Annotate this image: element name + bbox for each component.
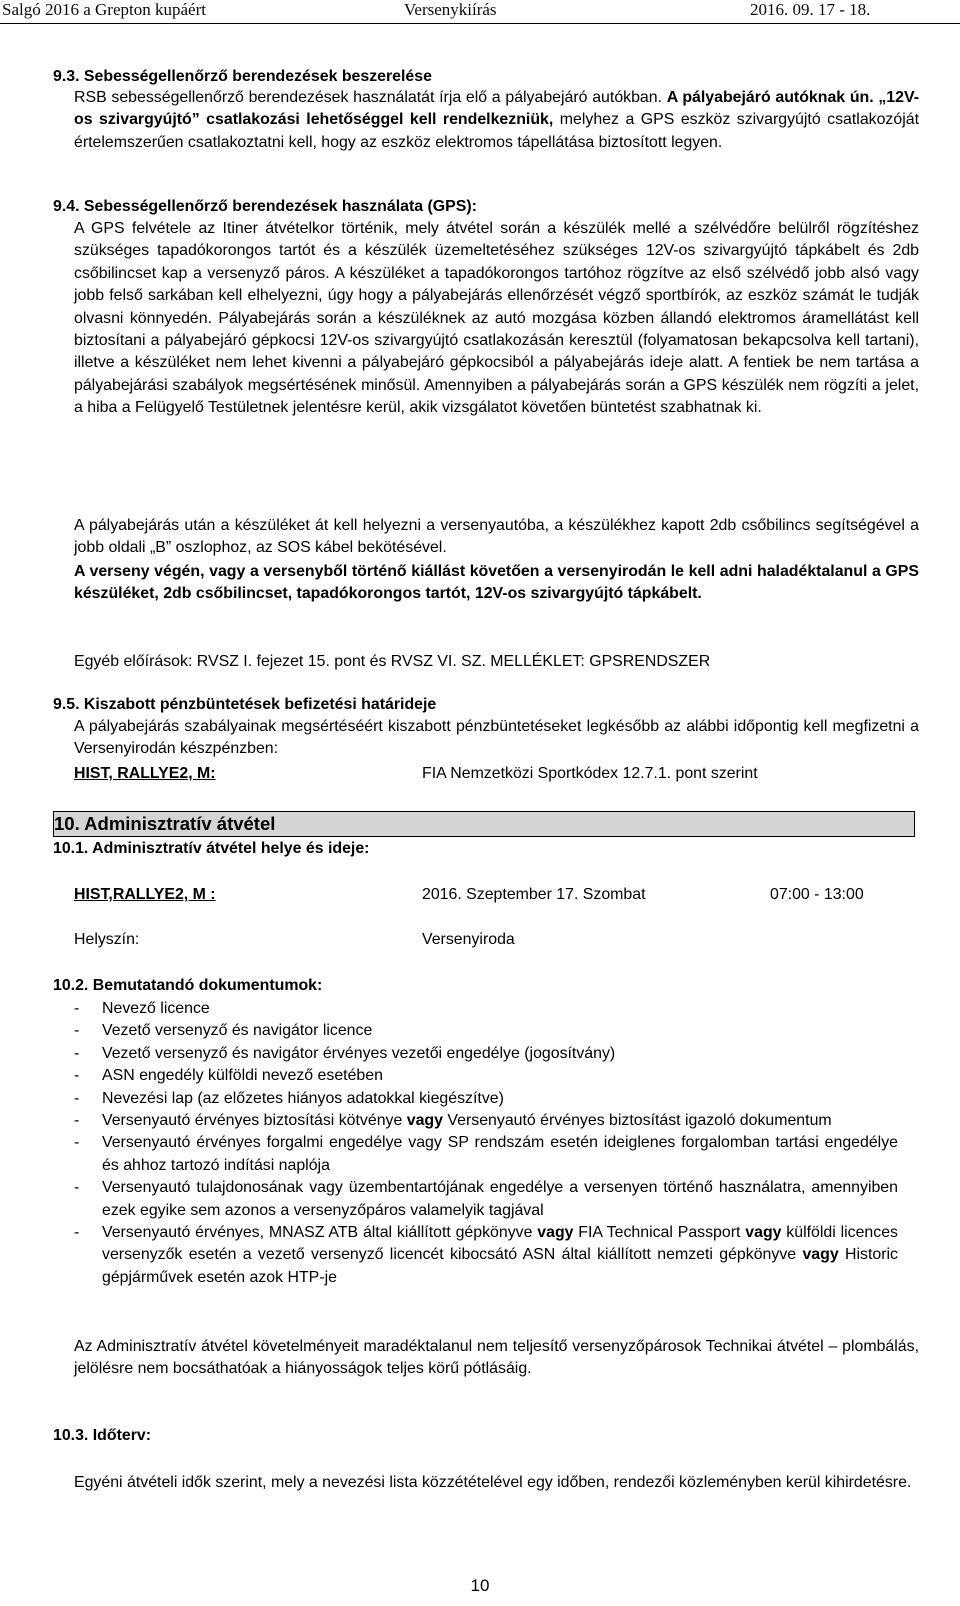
list-item: - Versenyautó érvényes, MNASZ ATB által kiállított gépkönyve vagy FIA Technical Passport vagy külföldi licences versenyzők esetén a vezető versenyző licencét kibocsátó ASN által kiállított nemzeti gépkönyve vagy Historic gépjárművek esetén azok HTP-je — [74, 1224, 898, 1286]
header-event-name: Salgó 2016 a Grepton kupáért — [2, 0, 206, 19]
section-9-4-title: 9.4. Sebességellenőrző berendezések használata (GPS): — [53, 198, 477, 215]
list-item: - Vezető versenyző és navigátor érvényes vezetői engedélye (jogosítvány) — [74, 1044, 616, 1062]
location-label: Helyszín: — [74, 931, 140, 948]
header-rule — [0, 23, 960, 24]
header-doc-type: Versenykiírás — [404, 0, 497, 19]
section-9-4-para3: A verseny végén, vagy a versenyből történő kiállást követően a versenyirodán le kell adni haladéktalanul a GPS készüléket, 2db csőbilincset, tapadókorongos tartót, 12V-os szivargyújtó tápkábelt. — [74, 563, 919, 603]
list-item: - Nevező licence — [74, 1000, 210, 1017]
admin-note: Az Adminisztratív átvétel követelményeit maradéktalanul nem teljesítő versenyzőpárosok Technikai átvétel – plombálás, jelölésre nem bocsáthatóak a hiányosságok teljes körű pótlásáig. — [74, 1338, 919, 1378]
section-10-heading: 10. Adminisztratív átvétel — [53, 811, 915, 837]
list-item: - ASN engedély külföldi nevező esetében — [74, 1067, 383, 1085]
page-header — [0, 0, 960, 22]
section-9-3-body: RSB sebességellenőrző berendezések használatát írja elő a pályabejáró autókban. A pályabejáró autóknak ún. „12V-os szivargyújtó” csatlakozási lehetőséggel kell rendelkezniük, melyhez a GPS eszköz szivargyújtó csatlakozóját értelemszerűen csatlakoztatni kell, hogy az eszköz elektromos tápellátása biztosított legyen. — [74, 89, 920, 151]
section-10-2-title: 10.2. Bemutatandó dokumentumok: — [53, 977, 323, 994]
header-date: 2016. 09. 17 - 18. — [750, 0, 871, 19]
section-9-4-para1: A GPS felvétele az Itiner átvételkor történik, mely átvétel során a készülék mellé a szélvédőre belülről rögzítéshez szükséges tapadókorongos tartót és a készülék üzemeltetéséhez szükséges 12V-os szivargyújtó tápkábelt és 2db csőbilincset kap a versenyző páros. A készüléket a tapadókorongos tartóhoz rögzítve az első szélvédő jobb alsó vagy jobb felső sarkában kell elhelyezni, úgy hogy a pályabejárás ellenőrzését végző sportbírók, az eszköz számát le tudják olvasni könnyedén. Pályabejárás során a készüléknek az autó mozgása közben állandó elektromos áramellátást kell biztosítani a pályabejáró gépkocsi 12V-os szivargyújtó csatlakozásán keresztül (folyamatosan bekapcsolva kell tartani), illetve a készüléket nem lehet kivenni a pályabejáró gépkocsiból a pályabejárás ideje alatt. A fentiek be nem tartása a pályabejárási szabályok megsértésének minősül. Amennyiben a pályabejárás során a GPS készülék nem rögzíti a jelet, a hiba a Felügyelő Testületnek jelentésre kerül, akik vizsgálatot követően büntetést szabhatnak ki. — [74, 220, 919, 417]
section-9-3-title: 9.3. Sebességellenőrző berendezések beszerelése — [53, 68, 432, 85]
list-item: - Vezető versenyző és navigátor licence — [74, 1022, 373, 1040]
schedule-time: 07:00 - 13:00 — [770, 886, 864, 903]
schedule-category-label: HIST,RALLYE2, M : — [74, 886, 216, 903]
location-value: Versenyiroda — [422, 931, 515, 948]
section-9-4-para4: Egyéb előírások: RVSZ I. fejezet 15. pont és RVSZ VI. SZ. MELLÉKLET: GPSRENDSZER — [74, 653, 711, 670]
list-item: - Versenyautó érvényes biztosítási kötvénye vagy Versenyautó érvényes biztosítást igazoló dokumentum — [74, 1112, 832, 1130]
fine-deadline-value: FIA Nemzetközi Sportkódex 12.7.1. pont szerint — [422, 765, 758, 782]
page-number: 10 — [470, 1576, 490, 1595]
fine-category-label: HIST, RALLYE2, M: — [74, 765, 216, 782]
list-item: - Nevezési lap (az előzetes hiányos adatokkal kiegészítve) — [74, 1089, 504, 1107]
schedule-date: 2016. Szeptember 17. Szombat — [422, 886, 646, 903]
list-item: - Versenyautó tulajdonosának vagy üzembentartójának engedélye a versenyen történő használatra, amennyiben ezek egyike sem azonos a versenyzőpáros valamelyik tagjával — [74, 1179, 898, 1219]
section-10-1-title: 10.1. Adminisztratív átvétel helye és ideje: — [53, 840, 370, 857]
section-10-3-title: 10.3. Időterv: — [53, 1427, 152, 1444]
section-9-5-body: A pályabejárás szabályainak megsértéséért kiszabott pénzbüntetéseket legkésőbb az alábbi időpontig kell megfizetni a Versenyirodán készpénzben: — [74, 718, 919, 758]
list-item: - Versenyautó érvényes forgalmi engedélye vagy SP rendszám esetén ideiglenes forgalomban tartási engedélye és ahhoz tartozó indítási naplója — [74, 1134, 898, 1174]
documents-list — [74, 998, 898, 1289]
section-9-4-para2: A pályabejárás után a készüléket át kell helyezni a versenyautóba, a készülékhez kapott 2db csőbilincs segítségével a jobb oldali „B” oszlophoz, az SOS kábel bekötésével. — [74, 517, 919, 557]
section-9-5-title: 9.5. Kiszabott pénzbüntetések befizetési határideje — [53, 696, 437, 713]
section-10-3-body: Egyéni átvételi idők szerint, mely a nevezési lista közzétételével egy időben, rendezői közleményben kerül kihirdetésre. — [74, 1474, 912, 1491]
